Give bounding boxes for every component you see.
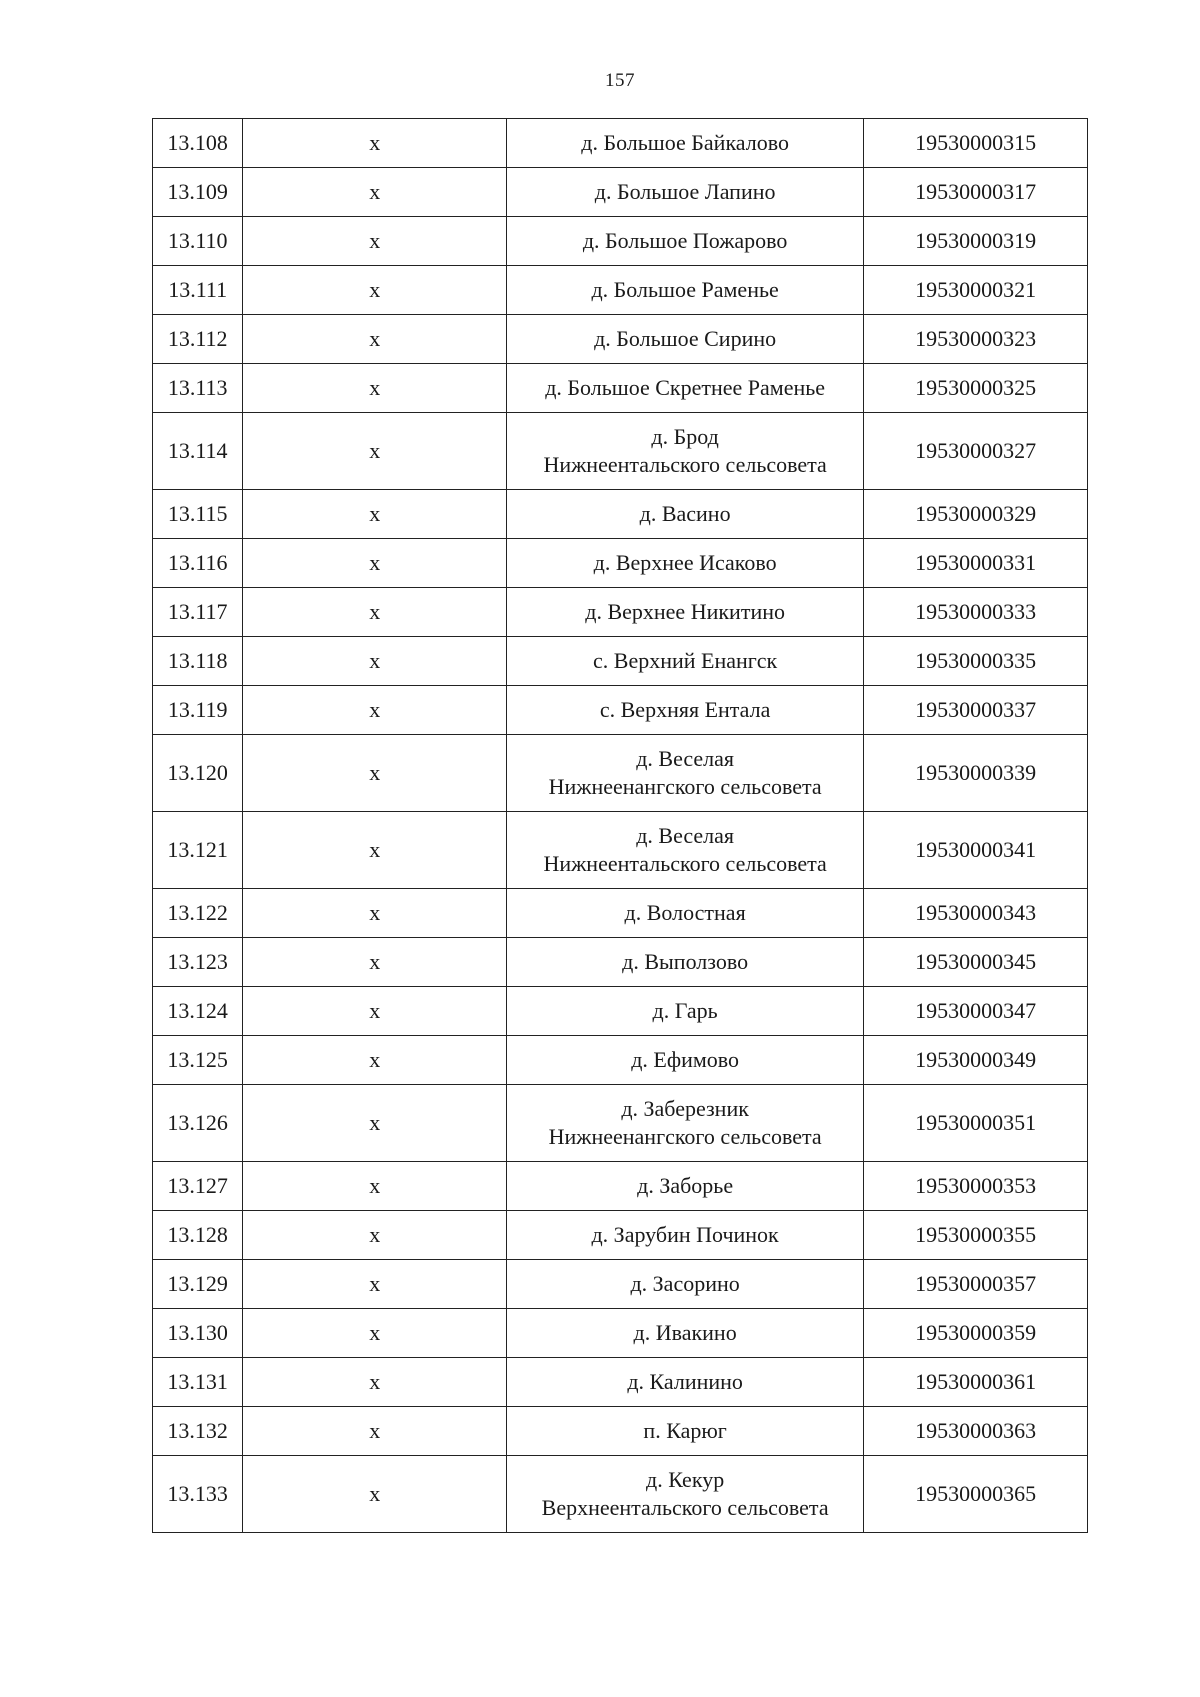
oktmo-code-cell: 19530000315 xyxy=(864,119,1088,168)
mark-cell: х xyxy=(243,987,507,1036)
table-row xyxy=(153,315,1088,364)
mark-cell: х xyxy=(243,938,507,987)
row-number-cell: 13.122 xyxy=(153,889,243,938)
settlement-name-line: Нижнеенангского сельсовета xyxy=(548,1124,822,1149)
oktmo-code-cell: 19530000327 xyxy=(864,413,1088,490)
settlement-name-cell xyxy=(507,266,864,315)
row-number-cell: 13.125 xyxy=(153,1036,243,1085)
oktmo-code-cell: 19530000317 xyxy=(864,168,1088,217)
table-row xyxy=(153,1211,1088,1260)
settlement-name-cell xyxy=(507,364,864,413)
row-number-cell: 13.121 xyxy=(153,812,243,889)
oktmo-code-cell: 19530000319 xyxy=(864,217,1088,266)
settlement-name-cell xyxy=(507,1309,864,1358)
settlement-name-line: д. Волостная xyxy=(624,900,746,925)
mark-cell: х xyxy=(243,217,507,266)
oktmo-code-cell: 19530000337 xyxy=(864,686,1088,735)
mark-cell: х xyxy=(243,588,507,637)
table-row xyxy=(153,987,1088,1036)
oktmo-code-cell: 19530000339 xyxy=(864,735,1088,812)
table-row xyxy=(153,889,1088,938)
table-row xyxy=(153,1085,1088,1162)
row-number-cell: 13.128 xyxy=(153,1211,243,1260)
mark-cell: х xyxy=(243,1085,507,1162)
settlement-name-line: д. Кекур xyxy=(646,1467,725,1492)
mark-cell: х xyxy=(243,490,507,539)
mark-cell: х xyxy=(243,315,507,364)
table-row xyxy=(153,1309,1088,1358)
row-number-cell: 13.112 xyxy=(153,315,243,364)
settlement-name-cell xyxy=(507,889,864,938)
row-number-cell: 13.126 xyxy=(153,1085,243,1162)
settlement-name-cell xyxy=(507,588,864,637)
mark-cell: х xyxy=(243,1162,507,1211)
settlement-name-line: д. Большое Раменье xyxy=(591,277,779,302)
page-number: 157 xyxy=(605,70,635,91)
settlement-name-cell xyxy=(507,413,864,490)
settlement-name-cell xyxy=(507,119,864,168)
settlement-name-cell xyxy=(507,1260,864,1309)
table-row xyxy=(153,1407,1088,1456)
settlement-name-line: д. Гарь xyxy=(652,998,718,1023)
settlement-name-line: д. Верхнее Исаково xyxy=(593,550,777,575)
table-row xyxy=(153,637,1088,686)
table-row xyxy=(153,1456,1088,1533)
oktmo-code-cell: 19530000323 xyxy=(864,315,1088,364)
settlement-name-cell xyxy=(507,1036,864,1085)
row-number-cell: 13.117 xyxy=(153,588,243,637)
row-number-cell: 13.124 xyxy=(153,987,243,1036)
table-row xyxy=(153,812,1088,889)
settlement-name-cell xyxy=(507,1407,864,1456)
oktmo-code-cell: 19530000351 xyxy=(864,1085,1088,1162)
mark-cell: х xyxy=(243,539,507,588)
settlement-name-line: д. Большое Пожарово xyxy=(582,228,788,253)
table-row xyxy=(153,119,1088,168)
mark-cell: х xyxy=(243,735,507,812)
oktmo-code-cell: 19530000353 xyxy=(864,1162,1088,1211)
row-number-cell: 13.109 xyxy=(153,168,243,217)
settlement-name-cell xyxy=(507,938,864,987)
row-number-cell: 13.118 xyxy=(153,637,243,686)
settlement-name-cell xyxy=(507,735,864,812)
mark-cell: х xyxy=(243,637,507,686)
settlement-name-line: д. Верхнее Никитино xyxy=(585,599,785,624)
oktmo-code-cell: 19530000331 xyxy=(864,539,1088,588)
settlement-name-line: д. Ефимово xyxy=(631,1047,740,1072)
mark-cell: х xyxy=(243,1260,507,1309)
settlement-name-line: с. Верхний Енангск xyxy=(593,648,778,673)
settlement-name-line: Нижнеентальского сельсовета xyxy=(543,851,827,876)
row-number-cell: 13.113 xyxy=(153,364,243,413)
oktmo-code-cell: 19530000349 xyxy=(864,1036,1088,1085)
settlements-table xyxy=(152,118,1088,1533)
table-row xyxy=(153,364,1088,413)
oktmo-code-cell: 19530000343 xyxy=(864,889,1088,938)
table-row xyxy=(153,588,1088,637)
oktmo-code-cell: 19530000345 xyxy=(864,938,1088,987)
row-number-cell: 13.120 xyxy=(153,735,243,812)
row-number-cell: 13.116 xyxy=(153,539,243,588)
row-number-cell: 13.110 xyxy=(153,217,243,266)
row-number-cell: 13.114 xyxy=(153,413,243,490)
settlement-name-cell xyxy=(507,539,864,588)
settlement-name-line: д. Большое Лапино xyxy=(594,179,776,204)
row-number-cell: 13.131 xyxy=(153,1358,243,1407)
settlement-name-line: д. Брод xyxy=(651,424,719,449)
mark-cell: х xyxy=(243,1211,507,1260)
oktmo-code-cell: 19530000359 xyxy=(864,1309,1088,1358)
table-row xyxy=(153,413,1088,490)
settlement-name-cell xyxy=(507,490,864,539)
table-row xyxy=(153,735,1088,812)
mark-cell: х xyxy=(243,1456,507,1533)
oktmo-code-cell: 19530000333 xyxy=(864,588,1088,637)
row-number-cell: 13.129 xyxy=(153,1260,243,1309)
mark-cell: х xyxy=(243,1309,507,1358)
settlement-name-cell xyxy=(507,686,864,735)
mark-cell: х xyxy=(243,686,507,735)
mark-cell: х xyxy=(243,1036,507,1085)
oktmo-code-cell: 19530000355 xyxy=(864,1211,1088,1260)
mark-cell: х xyxy=(243,1358,507,1407)
table-row xyxy=(153,266,1088,315)
settlement-name-line: Нижнеенангского сельсовета xyxy=(548,774,822,799)
oktmo-code-cell: 19530000321 xyxy=(864,266,1088,315)
table-row xyxy=(153,686,1088,735)
mark-cell: х xyxy=(243,889,507,938)
settlement-name-line: д. Засорино xyxy=(630,1271,740,1296)
mark-cell: х xyxy=(243,364,507,413)
mark-cell: х xyxy=(243,119,507,168)
settlement-name-cell xyxy=(507,1358,864,1407)
settlement-name-line: п. Карюг xyxy=(643,1418,727,1443)
table-body xyxy=(153,119,1088,1533)
settlement-name-line: Верхнеентальского сельсовета xyxy=(541,1495,829,1520)
settlement-name-cell xyxy=(507,315,864,364)
settlement-name-line: д. Большое Байкалово xyxy=(581,130,789,155)
settlement-name-line: д. Веселая xyxy=(636,823,735,848)
table-row xyxy=(153,1036,1088,1085)
row-number-cell: 13.123 xyxy=(153,938,243,987)
settlement-name-line: с. Верхняя Ентала xyxy=(599,697,771,722)
mark-cell: х xyxy=(243,413,507,490)
settlement-name-line: д. Веселая xyxy=(636,746,735,771)
table-row xyxy=(153,1260,1088,1309)
settlement-name-line: д. Выползово xyxy=(622,949,749,974)
table-row xyxy=(153,217,1088,266)
settlement-name-line: д. Васино xyxy=(639,501,731,526)
table-row xyxy=(153,539,1088,588)
row-number-cell: 13.132 xyxy=(153,1407,243,1456)
settlement-name-cell xyxy=(507,637,864,686)
settlement-name-line: д. Калинино xyxy=(627,1369,743,1394)
settlement-name-line: д. Большое Скретнее Раменье xyxy=(545,375,826,400)
oktmo-code-cell: 19530000363 xyxy=(864,1407,1088,1456)
settlement-name-cell xyxy=(507,1162,864,1211)
mark-cell: х xyxy=(243,1407,507,1456)
row-number-cell: 13.119 xyxy=(153,686,243,735)
oktmo-code-cell: 19530000329 xyxy=(864,490,1088,539)
settlement-name-line: д. Ивакино xyxy=(633,1320,737,1345)
table-row xyxy=(153,938,1088,987)
oktmo-code-cell: 19530000361 xyxy=(864,1358,1088,1407)
settlement-name-line: д. Зарубин Починок xyxy=(591,1222,779,1247)
settlement-name-line: д. Заборье xyxy=(637,1173,734,1198)
settlement-name-cell xyxy=(507,812,864,889)
oktmo-code-cell: 19530000365 xyxy=(864,1456,1088,1533)
settlement-name-cell xyxy=(507,1456,864,1533)
oktmo-code-cell: 19530000347 xyxy=(864,987,1088,1036)
settlement-name-cell xyxy=(507,1211,864,1260)
oktmo-code-cell: 19530000325 xyxy=(864,364,1088,413)
settlement-name-cell xyxy=(507,217,864,266)
table-row xyxy=(153,1162,1088,1211)
row-number-cell: 13.130 xyxy=(153,1309,243,1358)
mark-cell: х xyxy=(243,266,507,315)
row-number-cell: 13.133 xyxy=(153,1456,243,1533)
oktmo-code-cell: 19530000341 xyxy=(864,812,1088,889)
mark-cell: х xyxy=(243,812,507,889)
settlement-name-line: Нижнеентальского сельсовета xyxy=(543,452,827,477)
settlement-name-cell xyxy=(507,987,864,1036)
row-number-cell: 13.115 xyxy=(153,490,243,539)
row-number-cell: 13.127 xyxy=(153,1162,243,1211)
mark-cell: х xyxy=(243,168,507,217)
settlement-name-cell xyxy=(507,168,864,217)
oktmo-code-cell: 19530000335 xyxy=(864,637,1088,686)
row-number-cell: 13.111 xyxy=(153,266,243,315)
settlement-name-line: д. Заберезник xyxy=(621,1096,749,1121)
table-row xyxy=(153,168,1088,217)
row-number-cell: 13.108 xyxy=(153,119,243,168)
settlement-name-line: д. Большое Сирино xyxy=(594,326,777,351)
oktmo-code-cell: 19530000357 xyxy=(864,1260,1088,1309)
table-row xyxy=(153,490,1088,539)
settlement-name-cell xyxy=(507,1085,864,1162)
table-row xyxy=(153,1358,1088,1407)
